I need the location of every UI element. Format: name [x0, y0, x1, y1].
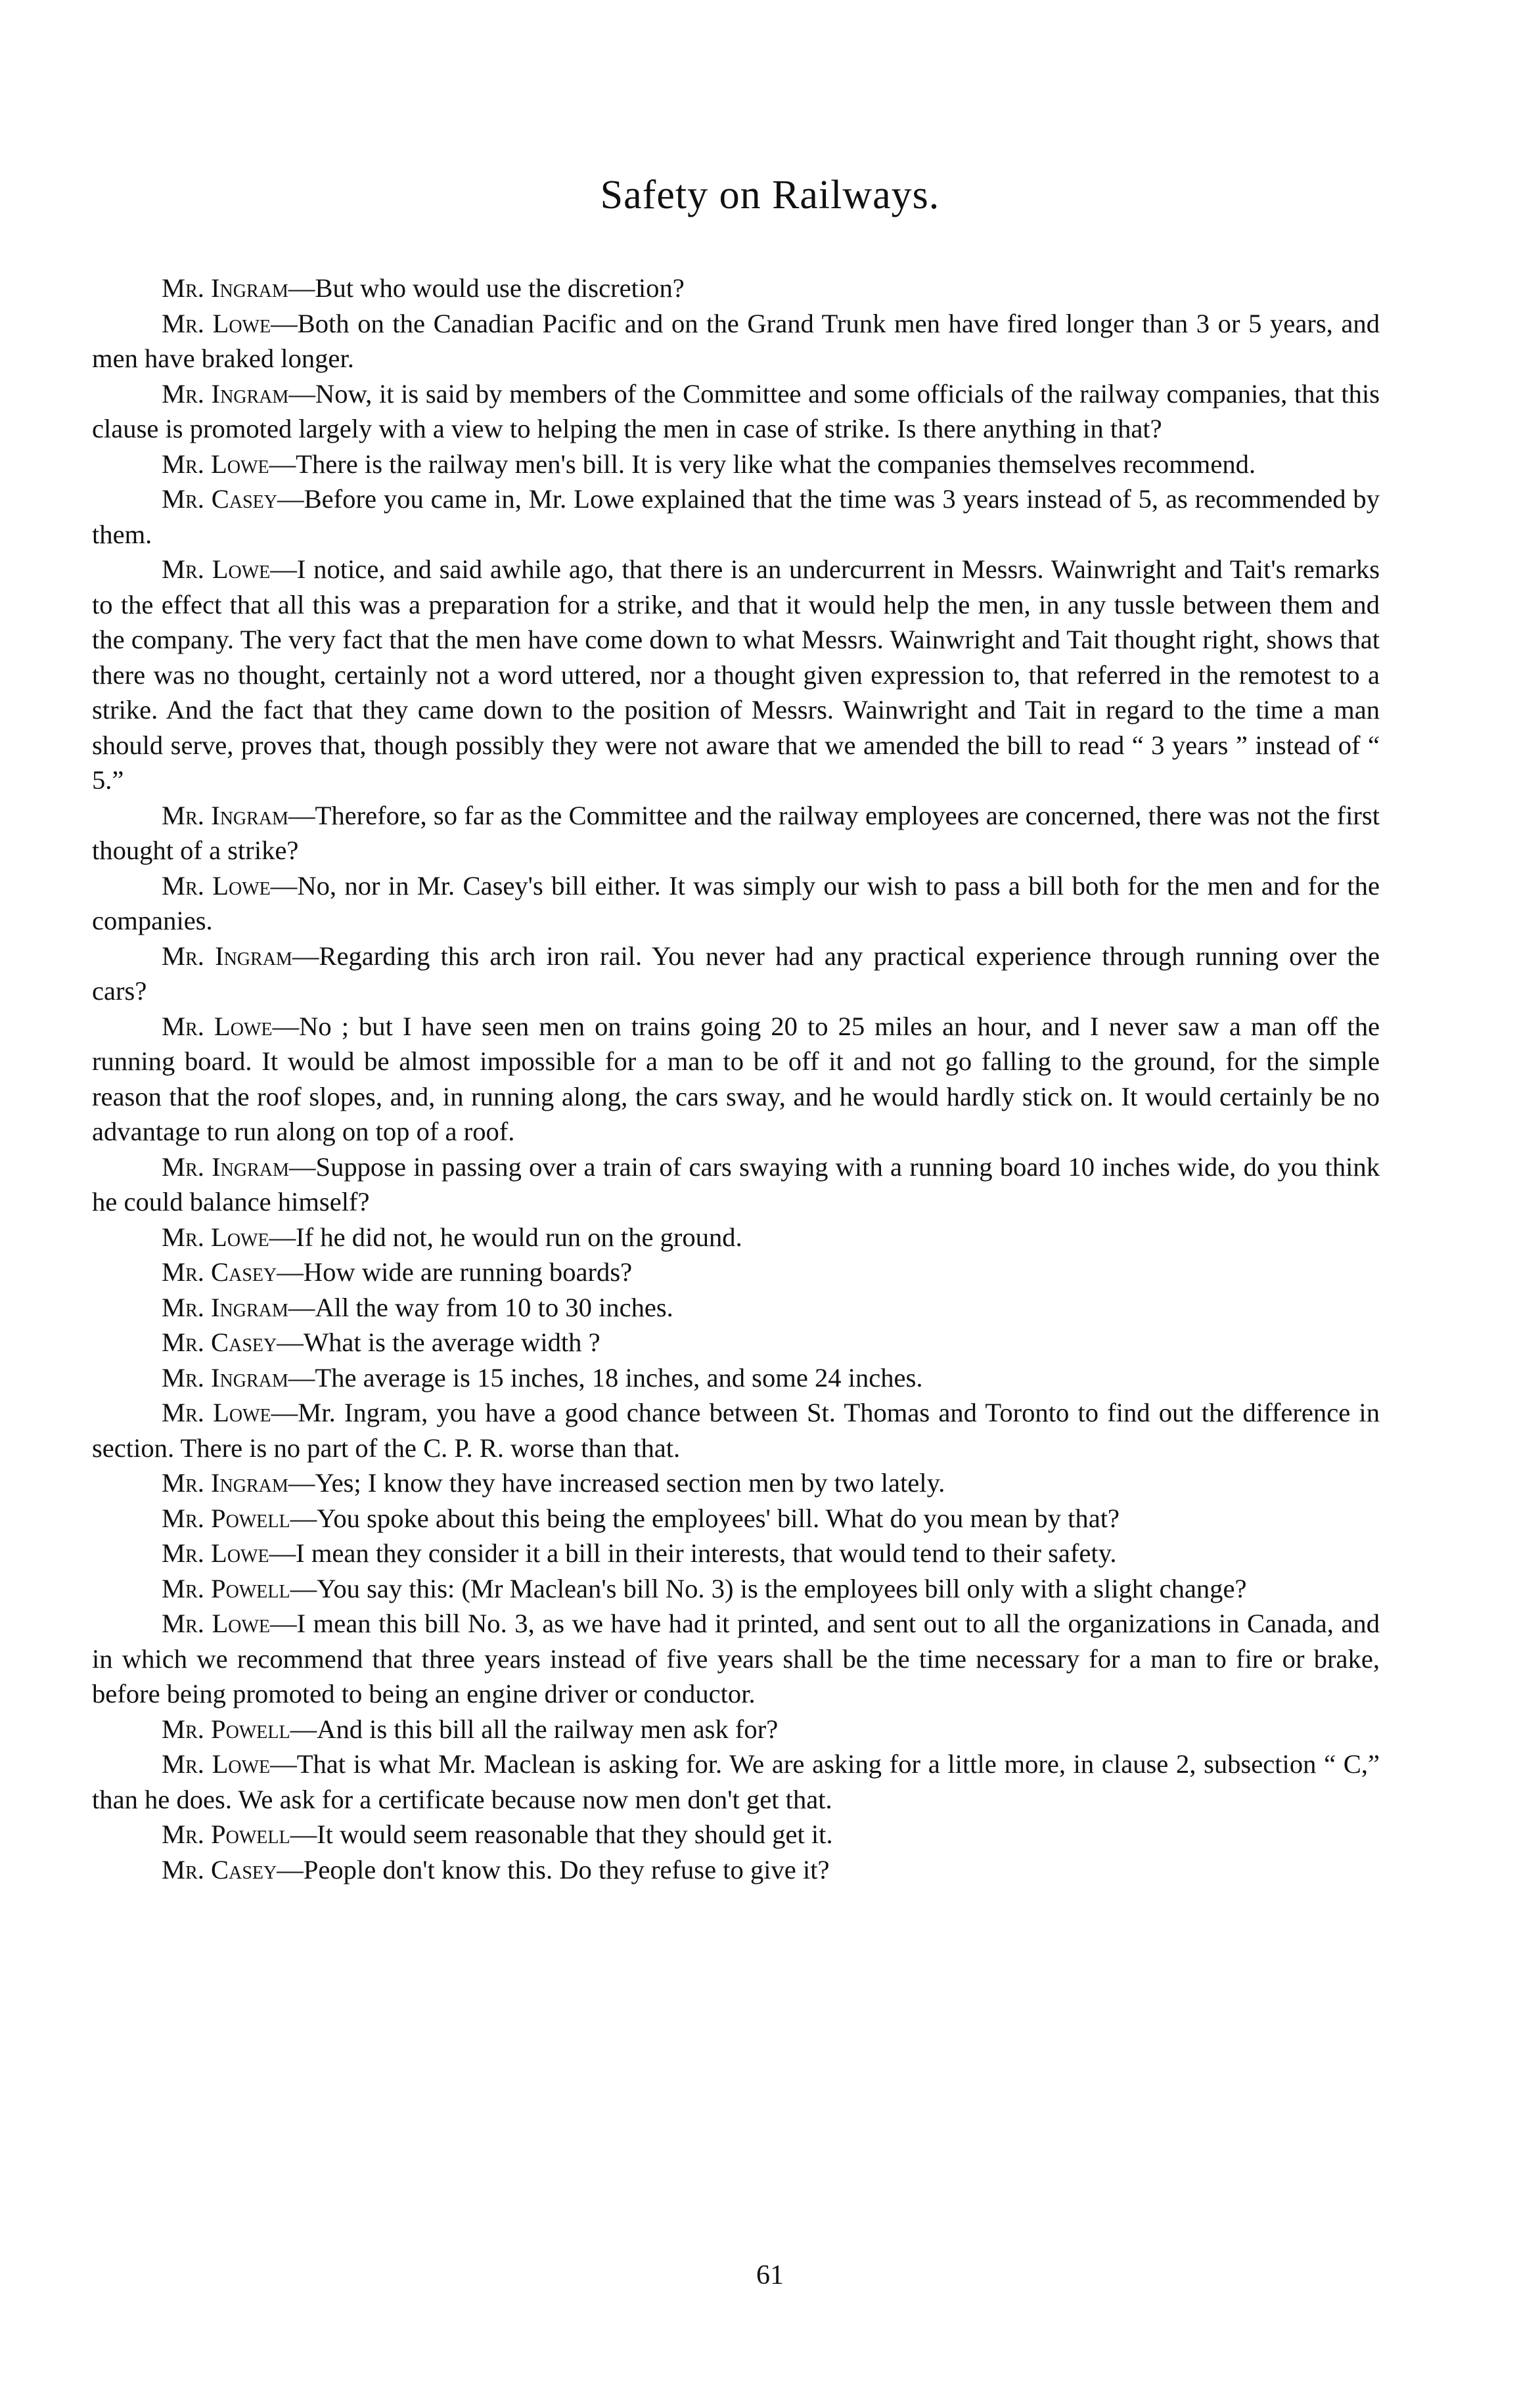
speech-text: —You spoke about this being the employees' bill. What do you mean by that? [290, 1503, 1120, 1533]
speech-text: —People don't know this. Do they refuse to give it? [277, 1854, 830, 1884]
speaker-name: Mr. Powell [162, 1819, 290, 1849]
speaker-name: Mr. Powell [162, 1573, 290, 1603]
speaker-name: Mr. Ingram [162, 1151, 289, 1182]
dialogue-paragraph [92, 798, 1380, 868]
speech-text: —If he did not, he would run on the ground. [269, 1222, 742, 1252]
speaker-name: Mr. Ingram [162, 941, 292, 971]
dialogue-paragraph [92, 868, 1380, 939]
speaker-name: Mr. Lowe [162, 1538, 269, 1568]
speaker-name: Mr. Lowe [162, 554, 271, 584]
speaker-name: Mr. Casey [162, 484, 277, 514]
dialogue-paragraph [92, 1149, 1380, 1220]
speaker-name: Mr. Casey [162, 1854, 277, 1884]
dialogue-paragraph [92, 306, 1380, 376]
speech-text: —It would seem reasonable that they should get it. [290, 1819, 833, 1849]
speech-text: —Now, it is said by members of the Committee and some officials of the railway companies, that this clause is promoted largely with a view to helping the men in case of strike. Is there anything in that? [92, 378, 1380, 443]
dialogue-paragraph [92, 447, 1380, 482]
dialogue-paragraph [92, 1606, 1380, 1712]
speaker-name: Mr. Lowe [162, 308, 271, 338]
speech-text: —Therefore, so far as the Committee and the railway employees are concerned, there was not the first thought of a strike? [92, 800, 1380, 865]
speech-text: —All the way from 10 to 30 inches. [288, 1292, 673, 1322]
dialogue-paragraph [92, 1009, 1380, 1149]
speech-text: —What is the average width ? [277, 1327, 600, 1357]
speech-text: —Both on the Canadian Pacific and on the Grand Trunk men have fired longer than 3 or 5 years, and men have braked longer. [92, 308, 1380, 373]
dialogue-paragraph [92, 271, 1380, 306]
dialogue-paragraph [92, 1360, 1380, 1396]
dialogue-paragraph [92, 1255, 1380, 1290]
speaker-name: Mr. Powell [162, 1714, 290, 1744]
speech-text: —How wide are running boards? [277, 1257, 633, 1287]
dialogue-paragraph [92, 552, 1380, 798]
speaker-name: Mr. Lowe [162, 1011, 273, 1041]
speaker-name: Mr. Ingram [162, 1292, 288, 1322]
speaker-name: Mr. Lowe [162, 870, 271, 901]
dialogue-paragraph [92, 1220, 1380, 1255]
speech-text: —Yes; I know they have increased section men by two lately. [288, 1468, 945, 1498]
speech-text: —That is what Mr. Maclean is asking for. We are asking for a little more, in clause 2, subsection “ C,” than he does. We ask for a certificate because now men don't get that. [92, 1749, 1380, 1814]
speaker-name: Mr. Lowe [162, 1398, 271, 1427]
speech-text: —No, nor in Mr. Casey's bill either. It was simply our wish to pass a bill both for the men and for the companies. [92, 870, 1380, 935]
dialogue-paragraph [92, 1712, 1380, 1747]
dialogue-paragraph [92, 939, 1380, 1009]
dialogue-paragraph [92, 1501, 1380, 1536]
dialogue-paragraph [92, 1290, 1380, 1326]
speaker-name: Mr. Ingram [162, 800, 288, 830]
speech-text: —There is the railway men's bill. It is very like what the companies themselves recommend. [269, 449, 1256, 479]
dialogue-paragraph [92, 1325, 1380, 1360]
speech-text: —You say this: (Mr Maclean's bill No. 3) is the employees bill only with a slight change? [290, 1573, 1247, 1603]
speech-text: —I mean this bill No. 3, as we have had it printed, and sent out to all the organizations in Canada, and in which we recommend that three years instead of five years shall be the time necessary for a man to fire or brake, before being promoted to being an engine driver or conductor. [92, 1609, 1380, 1708]
speaker-name: Mr. Lowe [162, 1749, 271, 1779]
speaker-name: Mr. Casey [162, 1327, 277, 1357]
speech-text: —Mr. Ingram, you have a good chance between St. Thomas and Toronto to find out the difference in section. There is no part of the C. P. R. worse than that. [92, 1398, 1380, 1463]
speech-text: —Before you came in, Mr. Lowe explained that the time was 3 years instead of 5, as recommended by them. [92, 484, 1380, 549]
speaker-name: Mr. Lowe [162, 1222, 269, 1252]
dialogue-paragraph [92, 481, 1380, 552]
speaker-name: Mr. Lowe [162, 1609, 271, 1638]
dialogue-paragraph [92, 1747, 1380, 1817]
speaker-name: Mr. Casey [162, 1257, 277, 1287]
speaker-name: Mr. Lowe [162, 449, 269, 479]
page-number: 61 [756, 2260, 784, 2290]
speaker-name: Mr. Ingram [162, 378, 289, 409]
dialogue-paragraph [92, 1536, 1380, 1571]
page-title: Safety on Railways. [600, 173, 940, 217]
dialogue-paragraph [92, 1465, 1380, 1501]
speech-text: —But who would use the discretion? [288, 273, 685, 303]
speech-text: —Suppose in passing over a train of cars swaying with a running board 10 inches wide, do you think he could balance himself? [92, 1151, 1380, 1216]
speaker-name: Mr. Powell [162, 1503, 290, 1533]
speaker-name: Mr. Ingram [162, 273, 288, 303]
speech-text: —I mean they consider it a bill in their interests, that would tend to their safety. [269, 1538, 1117, 1568]
dialogue-paragraph [92, 1571, 1380, 1607]
dialogue-paragraph [92, 1817, 1380, 1852]
speech-text: —I notice, and said awhile ago, that there is an undercurrent in Messrs. Wainwright and Tait's remarks to the effect that all this was a preparation for a strike, and that it would help the men, in any tussle between them and the company. The very fact that the men have come down to what Messrs. Wainwright and Tait thought right, shows that there was no thought, certainly not a word uttered, nor a thought given expression to, that referred in the remotest to a strike. And the fact that they came down to the position of Messrs. Wainwright and Tait in regard to the time a man should serve, proves that, though possibly they were not aware that we amended the bill to read “ 3 years ” instead of “ 5.” [92, 554, 1380, 795]
speech-text: —No ; but I have seen men on trains going 20 to 25 miles an hour, and I never saw a man off the running board. It would be almost impossible for a man to be off it and not go falling to the ground, for the simple reason that the roof slopes, and, in running along, the cars sway, and he would hardly stick on. It would certainly be no advantage to run along on top of a roof. [92, 1011, 1380, 1146]
speech-text: —Regarding this arch iron rail. You never had any practical experience through running over the cars? [92, 941, 1380, 1006]
speech-text: —The average is 15 inches, 18 inches, and some 24 inches. [288, 1362, 923, 1393]
dialogue-paragraph [92, 1395, 1380, 1465]
dialogue-paragraph [92, 376, 1380, 447]
speech-text: —And is this bill all the railway men ask for? [290, 1714, 779, 1744]
speaker-name: Mr. Ingram [162, 1468, 288, 1498]
dialogue-paragraph [92, 1852, 1380, 1888]
speaker-name: Mr. Ingram [162, 1362, 288, 1393]
body-text [92, 271, 1380, 1887]
